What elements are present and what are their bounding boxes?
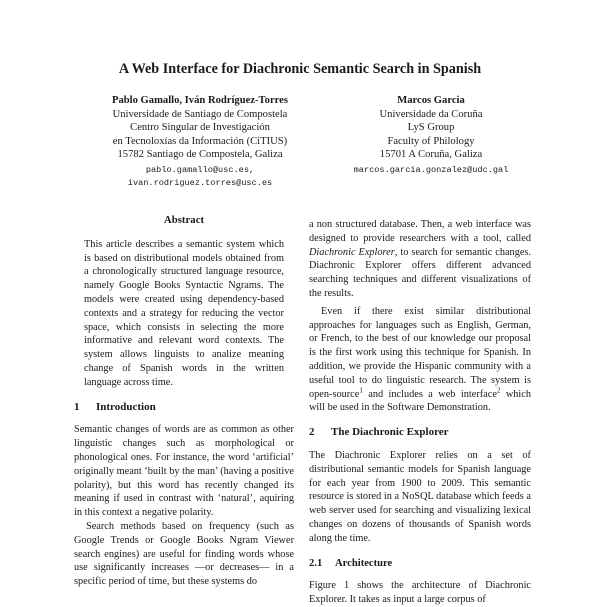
author-email <box>306 164 556 177</box>
architecture-paragraph: Figure 1 shows the architecture of Diachronic Explorer. It takes as input a large corpus of <box>309 580 531 606</box>
author-name: Pablo Gamallo, Iván Rodríguez-Torres <box>112 95 288 106</box>
right-column <box>309 218 531 607</box>
abstract-text: This article describes a semantic system which is based on distributional models obtained from a chronologically structured language resource, namely Google Books Syntactic Ngrams. The models were created using dependency-based contexts and a strategy for reducing the vector space, which consists in selecting the more informative and relevant word contexts. The system allows linguists to analize meaning change of Spanish words in the written language across time. <box>84 238 284 388</box>
section-title: The Diachronic Explorer <box>331 426 449 439</box>
email-line: marcos.garcia.gonzalez@udc.gal <box>353 164 509 175</box>
affiliation-line: Universidade da Coruña <box>379 108 483 120</box>
section2-paragraph: The Diachronic Explorer relies on a set of distributional semantic models for Spanish language for each year from 1900 to 2009. This semantic resource is stored in a NoSQL database which feeds a web server used for searching and visualizing lexical changes on dozens of thousands of Spanish words along the time. <box>309 449 531 544</box>
affiliation-line: LyS Group <box>407 122 455 134</box>
text-run: Even if there exist similar distributional approaches for languages such as English, German, or French, to the best of our knowledge our proposal is the first work using this technique for Spanish. In addition, we provide the Hispanic community with a useful tool to do linguistic research. The system is open-source <box>309 305 531 400</box>
paper-title: A Web Interface for Diachronic Semantic Search in Spanish <box>118 61 482 77</box>
email-line: ivan.rodriguez.torres@usc.es <box>127 177 273 188</box>
author-email <box>60 164 340 190</box>
section-number: 2 <box>309 426 315 439</box>
system-name-emphasis: Diachronic Explorer <box>309 246 395 258</box>
affiliation-line: en Tecnoloxías da Información (CiTIUS) <box>112 135 288 147</box>
affiliation-line: Universidade de Santiago de Compostela <box>112 108 288 120</box>
affiliation-line: 15701 A Coruña, Galiza <box>379 149 483 161</box>
section-heading-diachronic-explorer <box>309 426 531 440</box>
author-name: Marcos Garcia <box>397 95 465 106</box>
left-column <box>74 214 294 589</box>
section-heading-introduction <box>74 401 294 415</box>
affiliation-line: 15782 Santiago de Compostela, Galiza <box>117 149 283 161</box>
footnote-marker: 1 <box>359 386 363 395</box>
author-block-2 <box>306 94 556 177</box>
right-paragraph-2 <box>309 305 531 415</box>
intro-paragraph-2: Search methods based on frequency (such as Google Trends or Google Books Ngram Viewer search engines) are useful for finding words whose use significantly increases —or decreases— in a specific period of time, but these systems do <box>74 520 294 588</box>
text-run: a non structured database. Then, a web interface was designed to provide researchers with a tool, called <box>309 219 531 244</box>
affiliation-line: Faculty of Philology <box>387 135 475 147</box>
intro-paragraph-1: Semantic changes of words are as common as other linguistic changes such as morphological or phonological ones. For instance, the word ‘artificial’ originally meant ‘built by the man’ (having a positive polarity), but this word has recently changed its meaning if used in contrast with ‘natural’, aquiring in this context a negative polarity. <box>74 424 294 519</box>
email-line: pablo.gamallo@usc.es, <box>145 164 255 175</box>
section-number: 1 <box>74 400 80 413</box>
right-paragraph-1 <box>309 218 531 301</box>
subsection-heading-architecture <box>309 557 531 571</box>
author-block-1 <box>60 94 340 190</box>
text-run: , to search for semantic changes. Diachronic Explorer offers different advanced searching techniques and different visualizations of the results. <box>309 246 532 299</box>
subsection-title: Architecture <box>335 557 393 569</box>
subsection-number: 2.1 <box>309 557 323 569</box>
footnote-marker: 2 <box>496 386 501 395</box>
section-title: Introduction <box>96 400 156 413</box>
text-run: which will be used in the Software Demonstration. <box>309 388 531 414</box>
abstract-heading: Abstract <box>163 214 205 226</box>
text-run: and includes a web interface <box>362 388 497 400</box>
affiliation-line: Centro Singular de Investigación <box>130 122 270 134</box>
